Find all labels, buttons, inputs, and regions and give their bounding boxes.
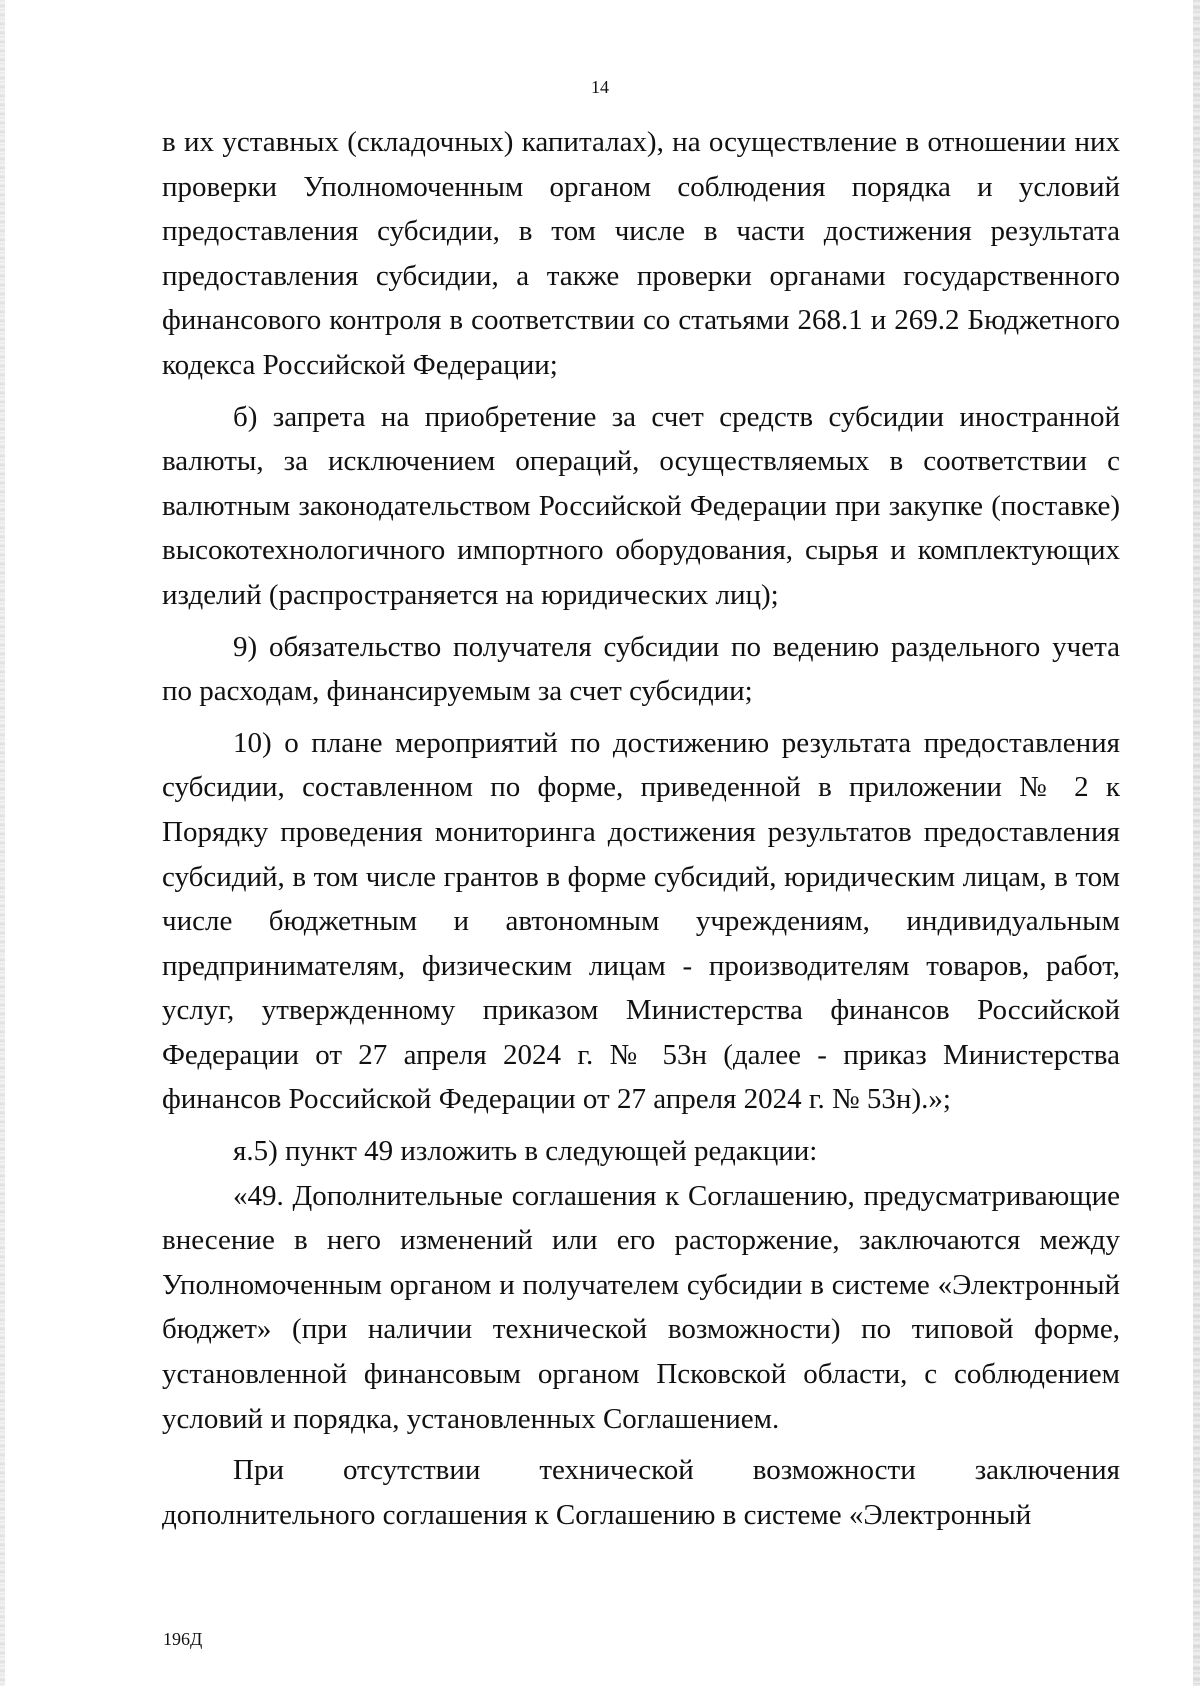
paragraph-item-b: б) запрета на приобретение за счет средств субсидии иностранной валюты, за исключением операций, осуществляемых в соответствии с валютным законодательством Российской Федерации при закупке (поставке) высокотехнологичного импортного оборудования, сырья и комплектующих изделий (распространяется на юридических лиц); xyxy=(162,400,1120,611)
paragraph-item-9: 9) обязательство получателя субсидии по ведению раздельного учета по расходам, финансируемым за счет субсидии; xyxy=(162,630,1120,708)
document-code: 196Д xyxy=(163,1629,203,1649)
paragraph-point-49: «49. Дополнительные соглашения к Соглашению, предусматривающие внесение в него изменений или его расторжение, заключаются между Уполномоченным органом и получателем субсидии в системе «Электронный бюджет» (при наличии технической возможности) по типовой форме, установленной финансовым органом Псковской области, с соблюдением условий и порядка, установленных Соглашением. xyxy=(162,1179,1120,1435)
page-number: 14 xyxy=(591,77,609,97)
scan-edge-left xyxy=(0,0,5,1686)
paragraph-continuation: в их уставных (складочных) капиталах), на осуществление в отношении них проверки Уполномоченным органом соблюдения порядка и условий предоставления субсидии, в том числе в части достижения результата предоставления субсидии, а также проверки органами государственного финансового контроля в соответствии со статьями 268.1 и 269.2 Бюджетного кодекса Российской Федерации; xyxy=(162,126,1120,381)
document-body xyxy=(162,120,1120,1537)
paragraph-item-10: 10) о плане мероприятий по достижению результата предоставления субсидии, составленном по форме, приведенной в приложении № 2 к Порядку проведения мониторинга достижения результатов предоставления субсидий, в том числе грантов в форме субсидий, юридическим лицам, в том числе бюджетным и автономным учреждениям, индивидуальным предпринимателям, физическим лицам - производителям товаров, работ, услуг, утвержденному приказом Министерства финансов Российской Федерации от 27 апреля 2024 г. № 53н (далее - приказ Министерства финансов Российской Федерации от 27 апреля 2024 г. № 53н).»; xyxy=(162,726,1120,1116)
paragraph-amendment-ya5: я.5) пункт 49 изложить в следующей редакции: xyxy=(233,1135,818,1168)
paragraph-no-technical-possibility: При отсутствии технической возможности заключения дополнительного соглашения к Соглашению в системе «Электронный xyxy=(162,1454,1120,1531)
scan-edge-right xyxy=(1193,0,1200,1686)
